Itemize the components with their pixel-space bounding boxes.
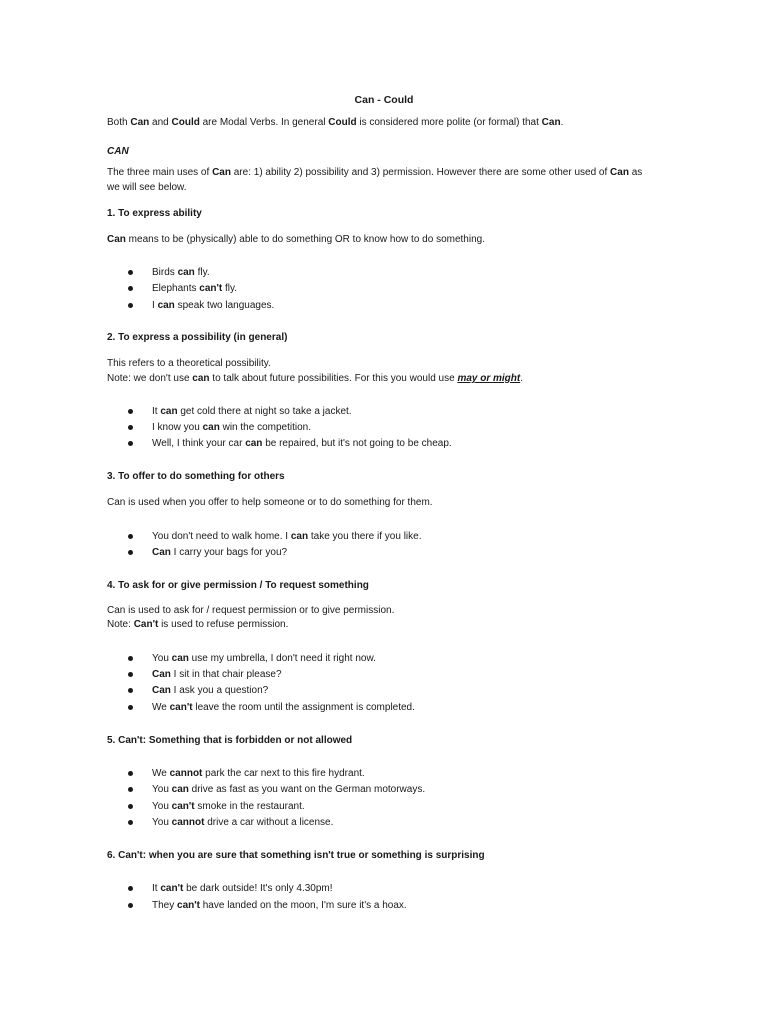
bullet-icon — [128, 804, 133, 809]
uses-paragraph-line-1: The three main uses of Can are: 1) ability 2) possibility and 3) permission. However there are some other used of Can as — [107, 167, 643, 178]
can-section-label: CAN — [107, 146, 129, 157]
bullet-icon — [128, 409, 133, 414]
bullet-icon — [128, 705, 133, 710]
uses-paragraph-line-2: we will see below. — [107, 182, 187, 193]
bullet-icon — [128, 672, 133, 677]
bullet-icon — [128, 303, 133, 308]
section-4-description-2: Note: Can't is used to refuse permission. — [107, 619, 289, 630]
section-2-description-1: This refers to a theoretical possibility. — [107, 358, 271, 369]
section-2-heading: 2. To express a possibility (in general) — [107, 332, 288, 343]
bullet-icon — [128, 441, 133, 446]
bullet-icon — [128, 270, 133, 275]
bullet-icon — [128, 787, 133, 792]
section-3-description: Can is used when you offer to help someone or to do something for them. — [107, 497, 433, 508]
section-1-description: Can means to be (physically) able to do something OR to know how to do something. — [107, 234, 485, 245]
bullet-icon — [128, 903, 133, 908]
bullet-icon — [128, 534, 133, 539]
bullet-icon — [128, 550, 133, 555]
bullet-icon — [128, 771, 133, 776]
bullet-icon — [128, 425, 133, 430]
section-2-description-2: Note: we don't use can to talk about future possibilities. For this you would use may or might. — [107, 373, 524, 384]
section-4-description-1: Can is used to ask for / request permission or to give permission. — [107, 605, 395, 616]
bullet-icon — [128, 656, 133, 661]
bullet-icon — [128, 286, 133, 291]
section-3-heading: 3. To offer to do something for others — [107, 471, 285, 482]
bullet-icon — [128, 820, 133, 825]
section-5-heading: 5. Can't: Something that is forbidden or not allowed — [107, 735, 353, 746]
document-page: Can - Could Both Can and Could are Modal Verbs. In general Could is considered more polite (or formal) that Can. CAN The three main uses of Can are: 1) ability 2) possibility and 3) permission. However there are some other used of Can as we will see below. 1. To express ability Can means to be (physically) able to do something OR to know how to do something. Birds can fly. Elephants can't fly. I can speak two languages. 2. To express a possibility (in general) This refers to a theoretical possibility. Note: we don't use can to talk about future possibilities. For this you would use may or might. It can get cold there at night so take a jacket. I know you can win the competition. Well, I think your car can be repaired, but it's not going to be cheap. 3. To offer to do something for others Can is used when you offer to help someone or to do something for them. You don't need to walk home. I can take you there if you like. Can I carry your bags for you? 4. To ask for or give permission / To request something Can is used to ask for / request permission or to give permission. Note: Can't is used to refuse permission. You can use my umbrella, I don't need it right now. Can I sit in that chair please? Can I ask you a question? We can't leave the room until the assignment is completed. 5. Can't: Something that is forbidden or not allowed We cannot park the car next to this fire hydrant. You can drive as fast as you want on the German motorways. You can't smoke in the restaurant. You cannot drive a car without a license. 6. Can't: when you are sure that something isn't true or something is surprising It can't be dark outside! It's only 4.30pm! They can't have landed on the moon, I'm sure it's a hoax. — [0, 0, 768, 1024]
intro-paragraph: Both Can and Could are Modal Verbs. In general Could is considered more polite (or formal) that Can. — [107, 117, 564, 128]
bullet-icon — [128, 886, 133, 891]
section-6-heading: 6. Can't: when you are sure that something isn't true or something is surprising — [107, 850, 485, 861]
section-4-heading: 4. To ask for or give permission / To request something — [107, 580, 369, 591]
page-title: Can - Could — [354, 94, 414, 106]
section-1-heading: 1. To express ability — [107, 208, 202, 219]
bullet-icon — [128, 688, 133, 693]
